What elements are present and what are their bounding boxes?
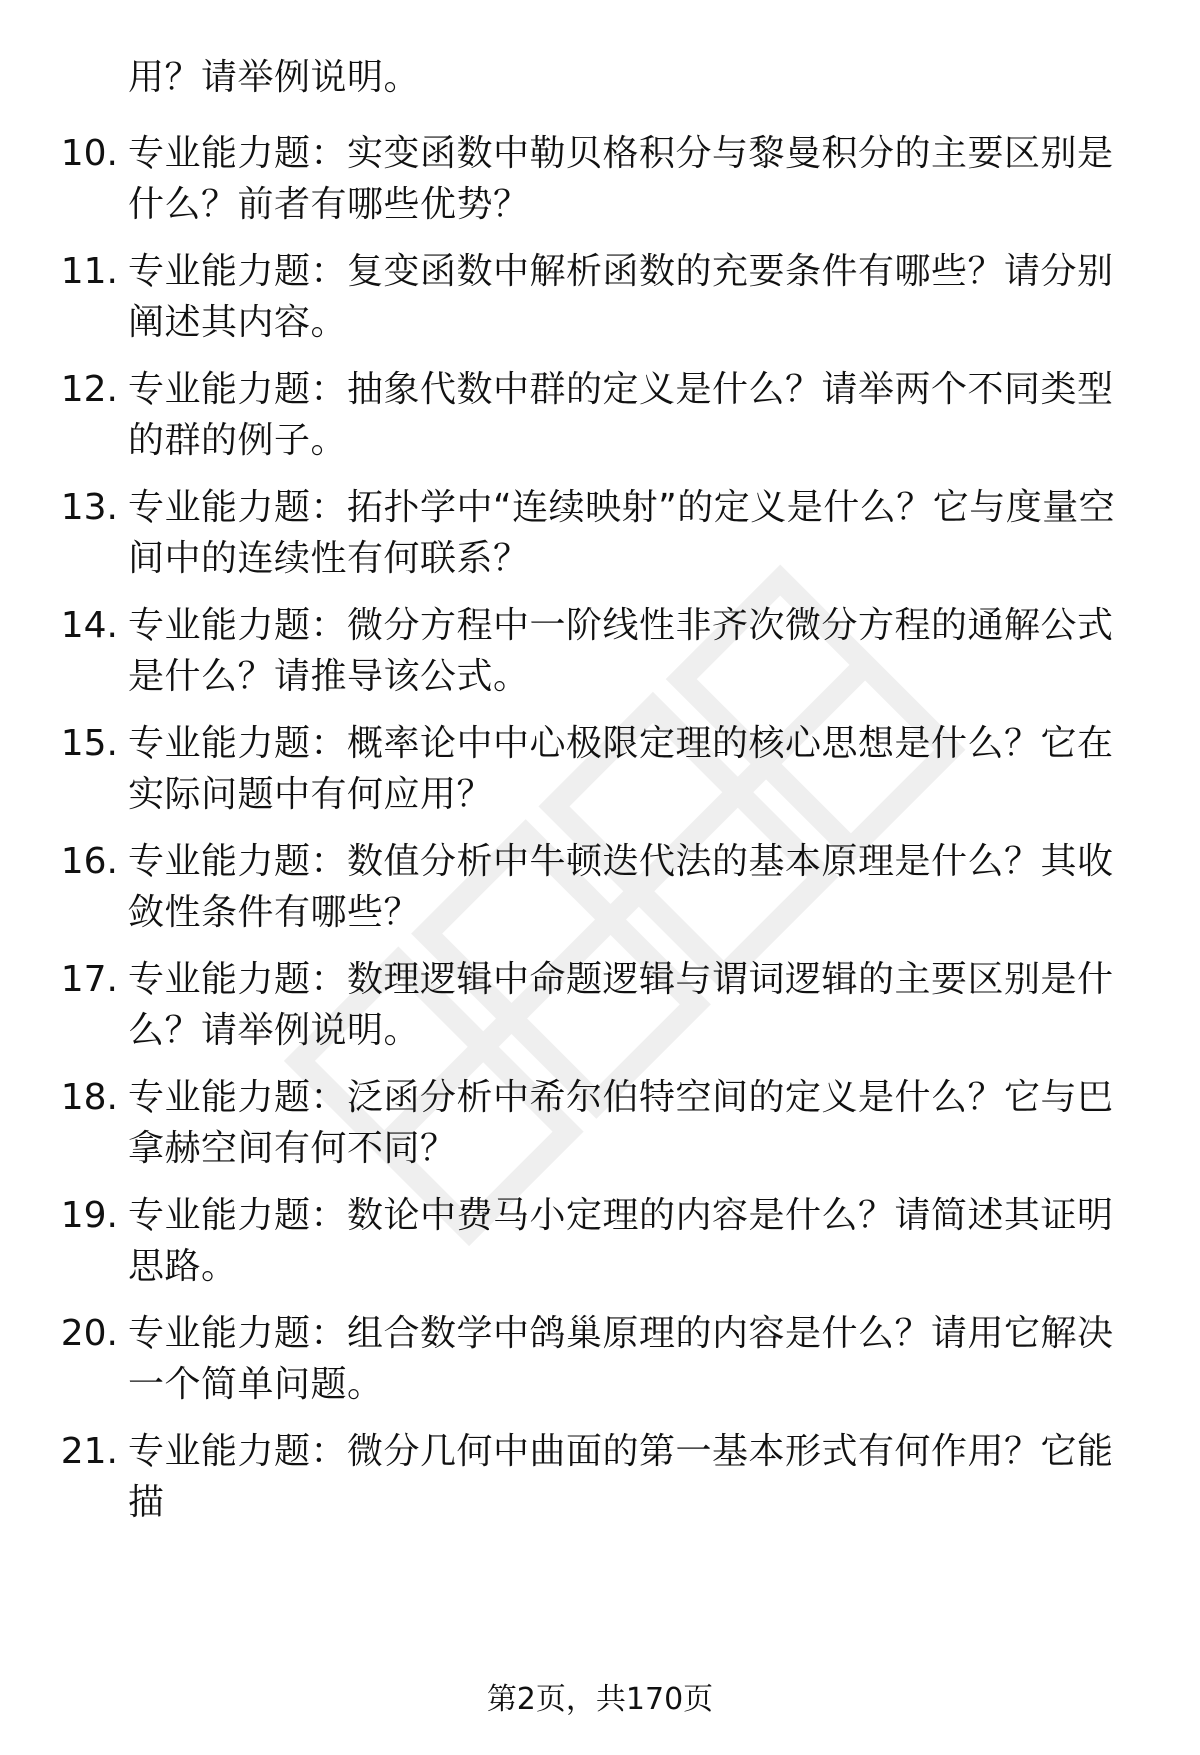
question-text: 专业能力题：泛函分析中希尔伯特空间的定义是什么？它与巴拿赫空间有何不同？	[128, 1077, 1114, 1169]
continued-text: 用？请举例说明。	[128, 57, 421, 98]
question-text: 专业能力题：概率论中中心极限定理的核心思想是什么？它在实际问题中有何应用？	[128, 723, 1114, 815]
question-number: 10.	[60, 133, 118, 174]
question-number: 21.	[60, 1431, 118, 1472]
question-number: 15.	[60, 723, 118, 764]
question-number: 18.	[60, 1077, 118, 1118]
question-number: 20.	[60, 1313, 118, 1354]
question-number: 16.	[60, 841, 118, 882]
question-number: 17.	[60, 959, 118, 1000]
question-text: 专业能力题：微分方程中一阶线性非齐次微分方程的通解公式是什么？请推导该公式。	[128, 605, 1114, 697]
question-number: 12.	[60, 369, 118, 410]
question-text: 专业能力题：数理逻辑中命题逻辑与谓词逻辑的主要区别是什么？请举例说明。	[128, 959, 1114, 1051]
question-text: 专业能力题：抽象代数中群的定义是什么？请举两个不同类型的群的例子。	[128, 369, 1114, 461]
question-number: 11.	[60, 251, 118, 292]
question-number: 19.	[60, 1195, 118, 1236]
question-text: 专业能力题：微分几何中曲面的第一基本形式有何作用？它能描	[128, 1431, 1114, 1523]
page-footer: 第2页，共170页	[486, 1682, 714, 1717]
question-number: 14.	[60, 605, 118, 646]
question-text: 专业能力题：复变函数中解析函数的充要条件有哪些？请分别阐述其内容。	[128, 251, 1114, 343]
question-text: 专业能力题：组合数学中鸽巢原理的内容是什么？请用它解决一个简单问题。	[128, 1313, 1114, 1405]
question-text: 专业能力题：数论中费马小定理的内容是什么？请简述其证明思路。	[128, 1195, 1114, 1287]
question-text: 专业能力题：数值分析中牛顿迭代法的基本原理是什么？其收敛性条件有哪些？	[128, 841, 1114, 933]
question-number: 13.	[60, 487, 118, 528]
question-text: 专业能力题：拓扑学中“连续映射”的定义是什么？它与度量空间中的连续性有何联系？	[128, 487, 1116, 579]
question-text: 专业能力题：实变函数中勒贝格积分与黎曼积分的主要区别是什么？前者有哪些优势？	[128, 133, 1114, 225]
